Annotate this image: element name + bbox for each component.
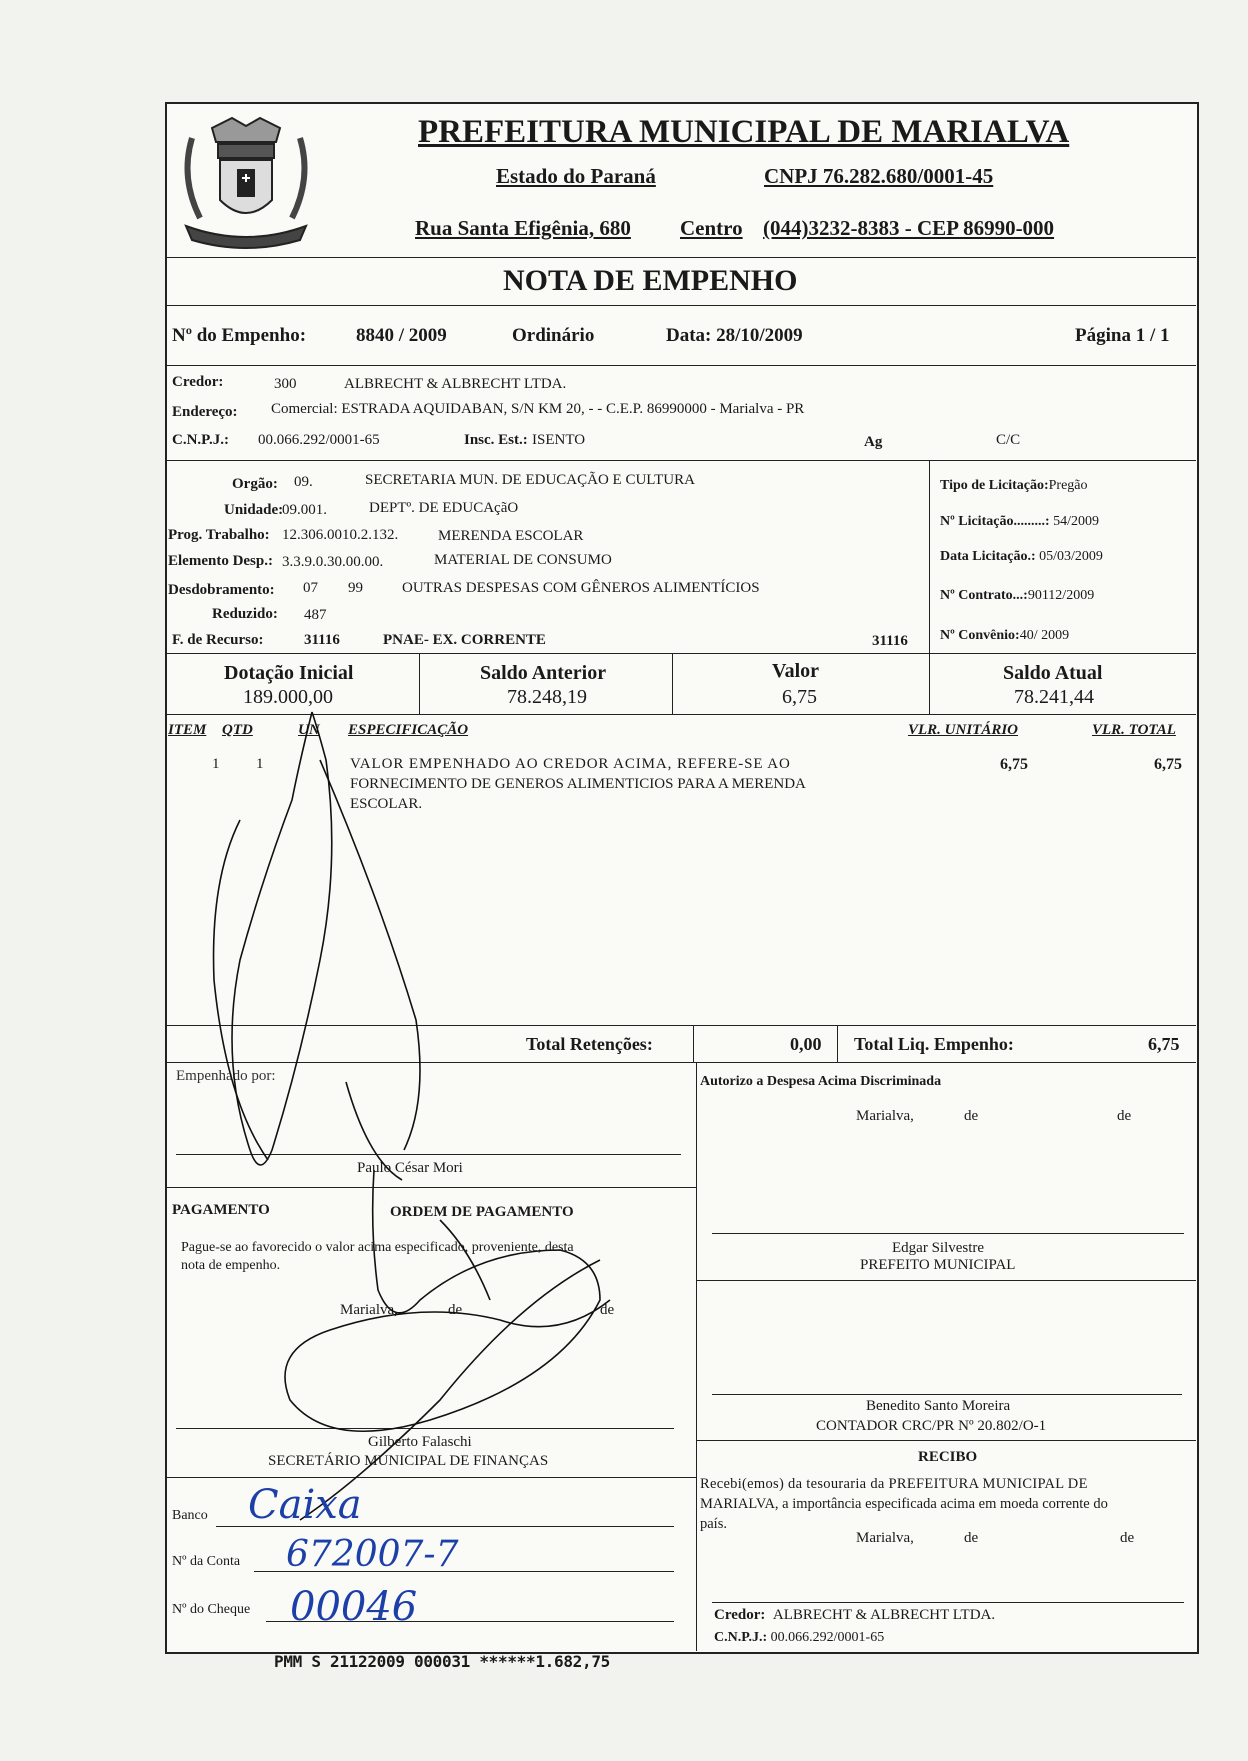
desdobramento-desc: OUTRAS DESPESAS COM GÊNEROS ALIMENTÍCIOS [402,580,760,596]
recibo-marialva: Marialva, [856,1530,914,1546]
pagamento-texto-2: nota de empenho. [181,1258,281,1273]
credor-name: ALBRECHT & ALBRECHT LTDA. [344,376,567,392]
credor-label: Credor: [172,374,224,390]
reduzido-value: 487 [304,607,327,623]
total-liquido-value: 6,75 [1148,1034,1180,1054]
col-item-header: ITEM [168,722,207,738]
banco-label: Banco [172,1508,208,1523]
district: Centro [680,216,743,240]
recibo-de-2: de [1120,1530,1135,1546]
page-number: Página 1 / 1 [1075,325,1170,346]
prog-trabalho-code: 12.306.0010.2.132. [282,527,399,543]
contrato-numero: Nº Contrato...:90112/2009 [940,588,1095,603]
elemento-despesa-code: 3.3.9.0.30.00.00. [282,554,384,570]
empenhado-por-nome: Paulo César Mori [357,1160,463,1176]
recibo-texto-2: MARIALVA, a importância especificada acima em moeda corrente do [700,1496,1108,1512]
unidade-code: 09.001. [282,502,327,518]
fonte-recurso-desc: PNAE- EX. CORRENTE [383,632,546,648]
desdobramento-code-2: 99 [348,580,363,596]
fonte-recurso-label: F. de Recurso: [172,632,264,648]
saldo-anterior-value: 78.248,19 [507,686,587,708]
recibo-title: RECIBO [918,1449,978,1465]
orgao-label: Orgão: [232,476,278,492]
contador-cargo: CONTADOR CRC/PR Nº 20.802/O-1 [816,1418,1047,1434]
col-vlr-total-header: VLR. TOTAL [1092,722,1176,738]
saldo-anterior-label: Saldo Anterior [480,662,607,684]
recibo-texto-3: país. [700,1516,727,1532]
conta-handwritten-value: 672007-7 [286,1534,459,1575]
autorizo-de-2: de [1117,1108,1132,1124]
pagamento-marialva: Marialva, [340,1302,398,1318]
state-name: Estado do Paraná [496,164,656,188]
cnpj-value: 00.066.292/0001-65 [258,432,380,448]
saldo-atual-label: Saldo Atual [1003,662,1103,684]
item-vlr-unitario: 6,75 [1000,756,1028,773]
contador-nome: Benedito Santo Moreira [866,1398,1011,1414]
prog-trabalho-desc: MERENDA ESCOLAR [438,528,584,544]
dotacao-inicial-value: 189.000,00 [243,686,333,708]
empenhado-por-label: Empenhado por: [176,1068,276,1084]
unidade-label: Unidade: [224,502,284,518]
numero-conta-label: Nº da Conta [172,1554,241,1569]
col-vlr-unitario-header: VLR. UNITÁRIO [908,722,1019,738]
col-especificacao-header: ESPECIFICAÇÃO [348,722,469,738]
secretario-cargo: SECRETÁRIO MUNICIPAL DE FINANÇAS [268,1453,549,1469]
orgao-desc: SECRETARIA MUN. DE EDUCAÇÃO E CULTURA [365,472,695,488]
pagamento-de-2: de [600,1302,615,1318]
pagamento-title: PAGAMENTO [172,1202,270,1218]
reduzido-label: Reduzido: [212,606,278,622]
col-qtd-header: QTD [222,722,253,738]
saldo-atual-value: 78.241,44 [1014,686,1094,708]
col-un-header: UN [298,722,320,738]
insc-est-label: Insc. Est.: [464,432,528,448]
licitacao-data: Data Licitação.: 05/03/2009 [940,549,1103,564]
pagamento-de-1: de [448,1302,463,1318]
cheque-handwritten-value: 00046 [290,1584,418,1630]
dotacao-inicial-label: Dotação Inicial [224,662,354,684]
item-number: 1 [212,756,220,772]
ordem-pagamento-title: ORDEM DE PAGAMENTO [390,1204,574,1220]
autorizo-despesa-text: Autorizo a Despesa Acima Discriminada [700,1074,942,1089]
prefeitura-cnpj: CNPJ 76.282.680/0001-45 [764,164,994,188]
recibo-de-1: de [964,1530,979,1546]
empenho-type: Ordinário [512,325,595,346]
elemento-despesa-desc: MATERIAL DE CONSUMO [434,552,612,568]
endereco-value: Comercial: ESTRADA AQUIDABAN, S/N KM 20, - - C.E.P. 86990000 - Marialva - PR [271,401,805,417]
prefeito-cargo: PREFEITO MUNICIPAL [860,1257,1016,1273]
unidade-desc: DEPTº. DE EDUCAçãO [369,500,519,516]
valor-value: 6,75 [782,686,817,708]
orgao-code: 09. [294,474,313,490]
insc-est-value: ISENTO [532,432,586,448]
item-espec-line-1: VALOR EMPENHADO AO CREDOR ACIMA, REFERE-SE AO [350,756,791,772]
total-retencoes-label: Total Retenções: [526,1034,653,1054]
recibo-credor: Credor: ALBRECHT & ALBRECHT LTDA. [714,1607,996,1623]
recibo-texto-1: Recebi(emos) da tesouraria da PREFEITURA MUNICIPAL DE [700,1476,1088,1492]
elemento-despesa-label: Elemento Desp.: [168,553,273,569]
empenho-number-label: Nº do Empenho: [172,325,307,346]
recibo-cnpj: C.N.P.J.: 00.066.292/0001-65 [714,1630,885,1645]
desdobramento-code-1: 07 [303,580,318,596]
convenio-numero: Nº Convênio:40/ 2009 [940,628,1070,643]
payment-stamp: PMM S 21122009 000031 ******1.682,75 [274,1652,610,1671]
endereco-label: Endereço: [172,404,238,420]
conta-corrente-label: C/C [996,432,1021,448]
item-qtd: 1 [256,756,264,772]
secretario-nome: Gilberto Falaschi [368,1434,472,1450]
pagamento-texto-1: Pague-se ao favorecido o valor acima especificado, proveniente, desta [181,1240,574,1255]
empenho-date: Data: 28/10/2009 [666,325,803,346]
phone-cep: (044)3232-8383 - CEP 86990-000 [763,216,1055,240]
document-title: NOTA DE EMPENHO [503,264,798,297]
credor-code: 300 [274,376,297,392]
prog-trabalho-label: Prog. Trabalho: [168,527,270,543]
valor-label: Valor [772,660,820,682]
autorizo-marialva: Marialva, [856,1108,914,1124]
item-espec-line-2: FORNECIMENTO DE GENEROS ALIMENTICIOS PARA A MERENDA [350,776,806,792]
street-address: Rua Santa Efigênia, 680 [415,216,631,240]
numero-cheque-label: Nº do Cheque [172,1602,251,1617]
cnpj-label: C.N.P.J.: [172,432,229,448]
autorizo-de-1: de [964,1108,979,1124]
empenho-number: 8840 / 2009 [356,325,447,346]
licitacao-tipo: Tipo de Licitação:Pregão [940,478,1088,493]
prefeito-nome: Edgar Silvestre [892,1240,985,1256]
item-vlr-total: 6,75 [1154,756,1182,773]
desdobramento-label: Desdobramento: [168,582,275,598]
banco-handwritten-value: Caixa [248,1482,362,1528]
coat-of-arms-logo [172,108,320,256]
agencia-label: Ag [864,434,883,450]
fonte-recurso-code: 31116 [304,632,340,648]
prefeitura-title: PREFEITURA MUNICIPAL DE MARIALVA [418,114,1070,150]
total-retencoes-value: 0,00 [790,1034,822,1054]
fonte-recurso-code-2: 31116 [872,633,908,649]
item-espec-line-3: ESCOLAR. [350,796,423,812]
total-liquido-label: Total Liq. Empenho: [854,1034,1014,1054]
licitacao-numero: Nº Licitação.........: 54/2009 [940,514,1099,529]
